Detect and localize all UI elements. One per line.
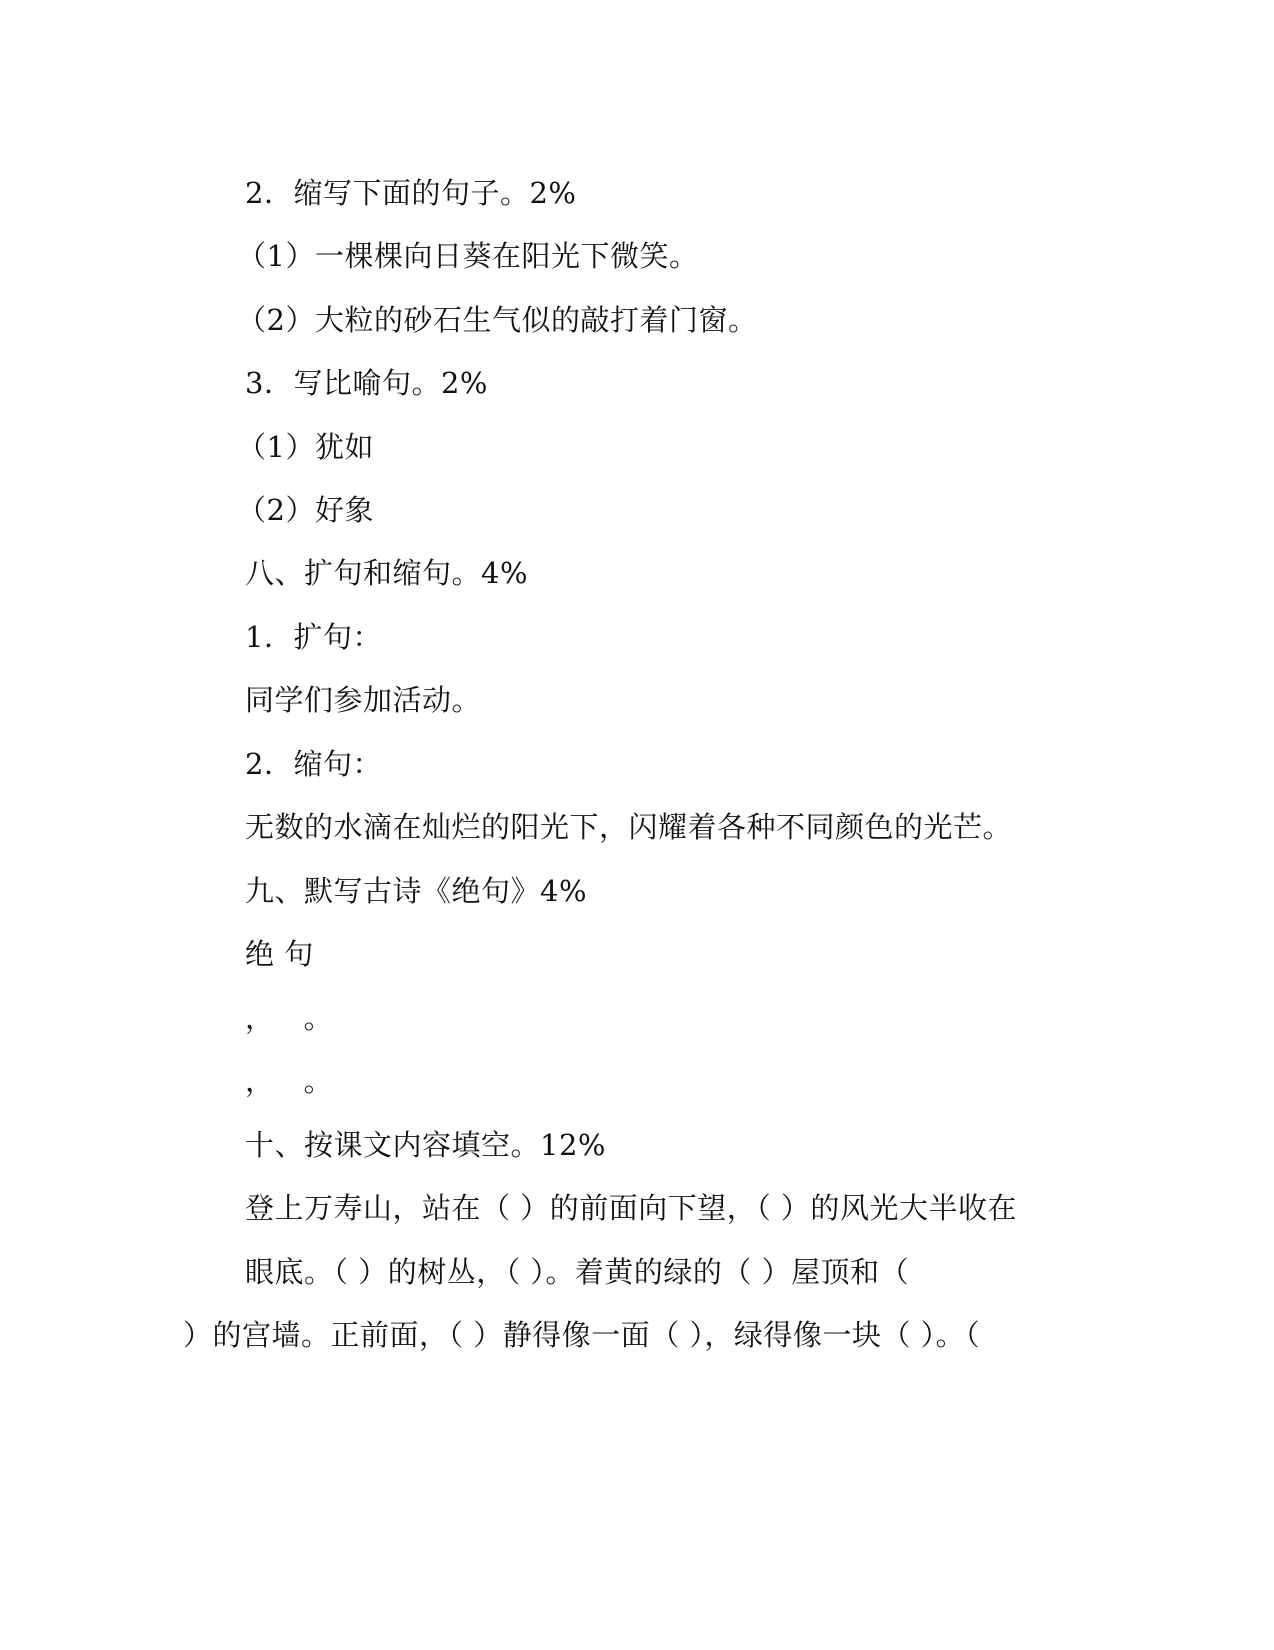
section-8-expand-sentence: 同学们参加活动。 [245, 683, 482, 717]
section-10-heading: 十、按课文内容填空。12% [245, 1128, 606, 1162]
question-3-heading: 3．写比喻句。2% [245, 366, 488, 400]
section-8-shrink-label: 2．缩句： [245, 747, 382, 781]
poem-line-1: ， 。 [245, 1001, 334, 1035]
question-2-item-1: （1）一棵棵向日葵在阳光下微笑。 [237, 239, 699, 273]
section-9-heading: 九、默写古诗《绝句》4% [245, 874, 588, 908]
question-2-item-2: （2）大粒的砂石生气似的敲打着门窗。 [237, 303, 758, 337]
question-3-item-2: （2）好象 [237, 493, 374, 527]
fill-blank-line-2: 眼底。（ ）的树丛，（ ）。着黄的绿的（ ）屋顶和（ [245, 1255, 910, 1289]
section-8-shrink-sentence: 无数的水滴在灿烂的阳光下，闪耀着各种不同颜色的光芒。 [245, 810, 1013, 844]
poem-line-2: ， 。 [245, 1064, 334, 1098]
question-2-heading: 2．缩写下面的句子。2% [245, 176, 577, 210]
section-8-expand-label: 1．扩句： [245, 620, 382, 654]
question-3-item-1: （1）犹如 [237, 430, 374, 464]
poem-title: 绝 句 [245, 937, 314, 971]
fill-blank-line-1: 登上万寿山，站在（ ）的前面向下望，（ ）的风光大半收在 [245, 1191, 1017, 1225]
section-8-heading: 八、扩句和缩句。4% [245, 556, 529, 590]
fill-blank-line-3: ）的宫墙。正前面，（ ）静得像一面（ ），绿得像一块（ ）。（ [183, 1318, 981, 1352]
